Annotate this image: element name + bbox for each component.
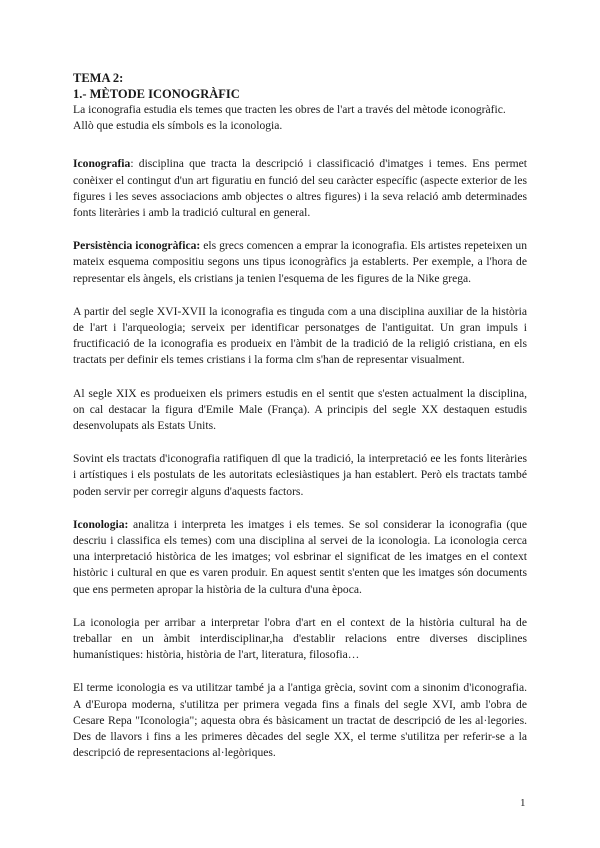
page-content	[73, 70, 527, 779]
paragraph-text: els grecs comencen a emprar la iconografia. Els artistes repeteixen un mateix esquema compositiu segons uns tipus iconogràfics ja establerts. Per exemple, a l'hora de representar els àngels, els cristians ja tenien l'esquema de les figures de la Nike grega.	[73, 239, 527, 285]
paragraph-interdisciplinar	[73, 615, 527, 664]
paragraph-tractats	[73, 451, 527, 500]
paragraph-text: Sovint els tractats d'iconografia ratifiquen dl que la tradició, la interpretació ee les fonts literàries i artístiques i els postulats de les autoritats eclesiàstiques ja han establert. Però els tractats també poden servir per corregir alguns d'aquests factors.	[73, 452, 527, 498]
page-number: 1	[520, 797, 526, 809]
paragraph-text: El terme iconologia es va utilitzar també ja a l'antiga grècia, sovint com a sinonim d'iconografia. A d'Europa moderna, s'utilitza per primera vegada fins a finals del segle XVI, amb l'obra de Cesare Repa "Iconologia"; aquesta obra és bàsicament un tractat de descripció de les al·legories. Des de llavors i fins a les primeres dècades del segle XX, el terme s'utilitza per referir-se a la descripció de representacions al·legòriques.	[73, 681, 527, 760]
paragraph-iconologia	[73, 517, 527, 598]
tema-label: TEMA 2:	[73, 71, 124, 85]
paragraph-text: La iconologia per arribar a interpretar l'obra d'art en el context de la història cultural ha de treballar en un àmbit interdisciplinar,ha d'establir relacions entre diverses disciplines humanístiques: història, història de l'art, literatura, filosofia…	[73, 615, 527, 662]
section-title: 1.- MÈTODE ICONOGRÀFIC	[73, 87, 240, 101]
paragraph-text: : disciplina que tracta la descripció i classificació d'imatges i temes. Ens permet conèixer el contingut d'un art figuratiu en funció del seu caràcter específic (aspecte exterior de les figures i les seves associacions amb objectes o altres figures) i la seva relació amb determinades fonts literàries i amb la tradició cultural en general.	[73, 157, 527, 220]
paragraph-segle-xvi	[73, 304, 527, 369]
paragraph-terme	[73, 680, 527, 761]
paragraph-text: Al segle XIX es produeixen els primers estudis en el sentit que s'esten actualment la disciplina, on cal destacar la figura d'Emile Male (França). A principis del segle XX destaquen estudis desenvolupats als Estats Units.	[73, 386, 527, 433]
paragraph-persistencia	[73, 238, 527, 287]
term-iconografia: Iconografia	[73, 157, 131, 171]
paragraph-iconografia	[73, 156, 527, 221]
intro-paragraph: La iconografia estudia els temes que tracten les obres de l'art a través del mètode iconogràfic. Allò que estudia els símbols es la iconologia.	[73, 103, 506, 133]
paragraph-text: analitza i interpreta les imatges i els temes. Se sol considerar la iconografia (que descriu i classifica els temes) com una disciplina al servei de la iconologia. La iconologia cerca una interpretació històrica de les imatges; vol esbrinar el significat de les imatges en el context històric i cultural en que es varen produir. En aquest sentit s'enten que les imatges són documents que ens permeten apropar la història de la cultura d'una època.	[73, 517, 527, 596]
term-persistencia: Persistència iconogràfica:	[73, 239, 201, 253]
paragraph-segle-xix	[73, 386, 527, 435]
term-iconologia: Iconologia:	[73, 517, 129, 531]
paragraph-text: A partir del segle XVI-XVII la iconografia es tinguda com a una disciplina auxiliar de la història de l'art i l'arqueologia; serveix per identificar personatges de l'antiguitat. Un gran impuls i fructificació de la iconografia es produeix en l'àmbit de la tradició de la religió cristiana, en els tractats per definir els temes cristians i la forma clm s'han de representar visualment.	[73, 304, 527, 367]
